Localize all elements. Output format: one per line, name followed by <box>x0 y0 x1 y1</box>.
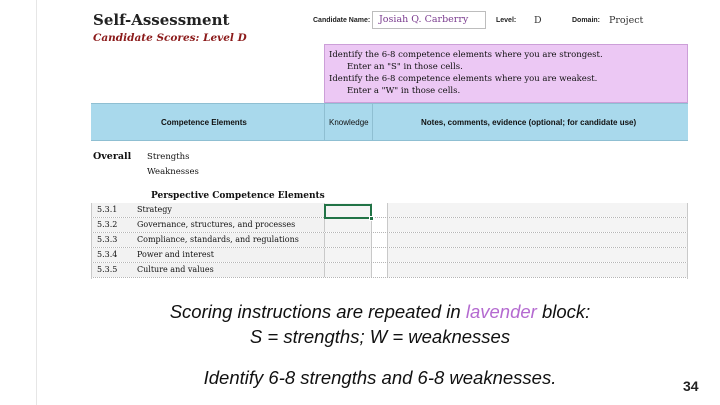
row-number: 5.3.1 <box>97 205 118 214</box>
overall-weaknesses: Weaknesses <box>147 167 199 177</box>
knowledge-cell[interactable] <box>324 248 372 262</box>
notes-cell[interactable] <box>387 218 687 232</box>
notes-cell[interactable] <box>387 248 687 262</box>
sheet-title: Self-Assessment <box>93 11 230 29</box>
caption-line-2: S = strengths; W = weaknesses <box>249 326 511 347</box>
table-row <box>91 218 688 233</box>
row-label: Governance, structures, and processes <box>137 220 296 229</box>
row-number: 5.3.3 <box>97 235 118 244</box>
row-label: Compliance, standards, and regulations <box>137 235 299 244</box>
row-label: Strategy <box>137 205 172 214</box>
domain-value[interactable]: Project <box>609 15 644 26</box>
page-number: 34 <box>683 378 699 394</box>
section-title: Perspective Competence Elements <box>151 191 325 201</box>
instruction-line: Identify the 6-8 competence elements where you are strongest. <box>329 50 603 60</box>
notes-cell[interactable] <box>387 203 687 217</box>
column-header-competence: Competence Elements <box>161 118 247 127</box>
caption-highlight: lavender <box>465 301 537 322</box>
instruction-line: Enter a "W" in those cells. <box>347 86 461 96</box>
table-row <box>91 203 688 218</box>
column-divider <box>372 104 373 140</box>
table-row <box>91 233 688 248</box>
knowledge-cell[interactable] <box>324 263 372 277</box>
row-label: Power and interest <box>137 250 214 259</box>
row-label-cell <box>91 203 324 217</box>
grid-line <box>91 203 92 279</box>
instruction-line: Enter an "S" in those cells. <box>347 62 463 72</box>
candidate-name-field[interactable]: Josiah Q. Carberry <box>372 11 486 29</box>
domain-label: Domain: <box>572 17 600 24</box>
overall-strengths: Strengths <box>147 152 190 162</box>
caption-text: Scoring instructions are repeated in <box>169 301 466 322</box>
column-divider <box>324 104 325 140</box>
knowledge-cell[interactable] <box>324 233 372 247</box>
table-row <box>91 263 688 278</box>
knowledge-cell[interactable] <box>324 218 372 232</box>
caption-line-3: Identify 6-8 strengths and 6-8 weaknesses. <box>203 367 557 388</box>
sheet-subtitle: Candidate Scores: Level D <box>93 32 247 44</box>
column-header-knowledge: Knowledge <box>329 118 369 127</box>
column-header-notes: Notes, comments, evidence (optional; for candidate use) <box>421 118 637 127</box>
notes-cell[interactable] <box>387 263 687 277</box>
overall-label: Overall <box>93 151 132 162</box>
candidate-name-label: Candidate Name: <box>313 17 371 24</box>
caption-text: block: <box>536 301 591 322</box>
competence-grid <box>91 203 688 279</box>
row-number: 5.3.5 <box>97 265 118 274</box>
grid-line <box>687 203 688 279</box>
level-label: Level: <box>496 17 517 24</box>
selected-cell[interactable] <box>324 204 372 219</box>
instructions-block <box>324 44 688 103</box>
column-header-bar <box>91 103 688 141</box>
fill-handle[interactable] <box>369 216 374 221</box>
row-label: Culture and values <box>137 265 214 274</box>
table-row <box>91 248 688 263</box>
row-number: 5.3.2 <box>97 220 118 229</box>
row-number: 5.3.4 <box>97 250 118 259</box>
instruction-line: Identify the 6-8 competence elements where you are weakest. <box>329 74 598 84</box>
notes-cell[interactable] <box>387 233 687 247</box>
caption-line-1 <box>0 301 720 323</box>
level-value[interactable]: D <box>534 15 542 26</box>
